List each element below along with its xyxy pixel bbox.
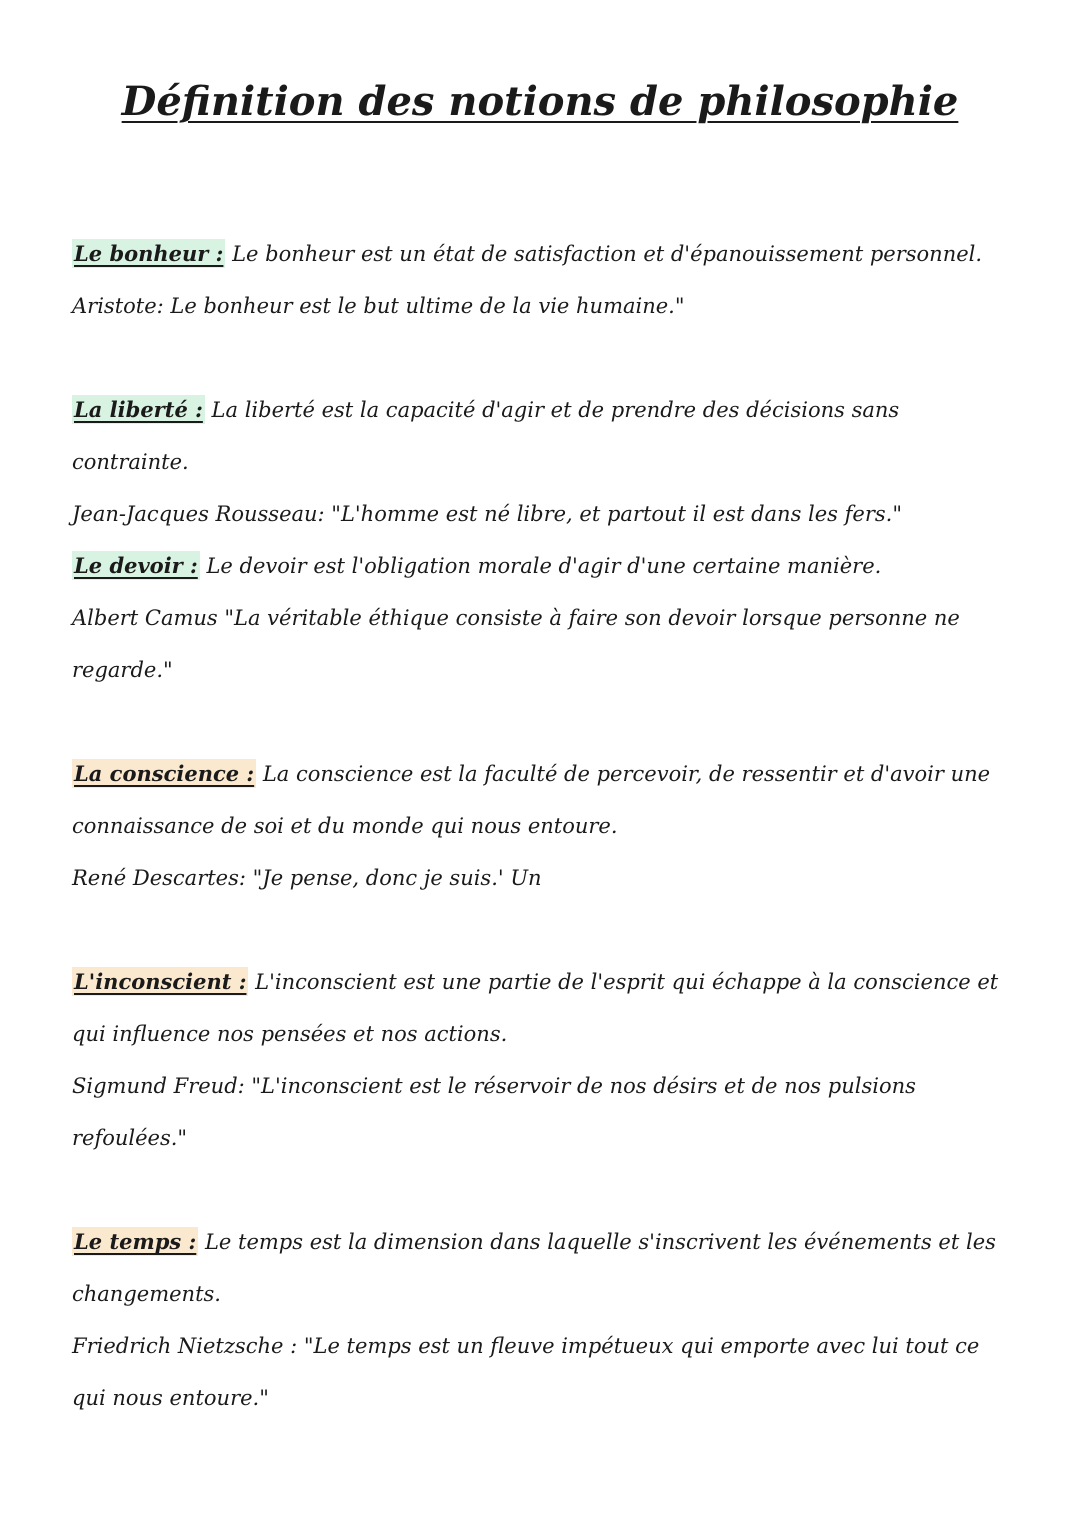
notion-definition-line [72, 228, 1012, 280]
notion-quote: Jean-Jacques Rousseau: "L'homme est né libre, et partout il est dans les fers." [72, 502, 902, 526]
notion-term: Le devoir : [74, 553, 198, 578]
notion-devoir [72, 540, 1012, 696]
notion-bonheur [72, 228, 1012, 332]
notion-term: La liberté : [74, 397, 203, 422]
notion-definition: Le devoir est l'obligation morale d'agir d'une certaine manière. [199, 554, 882, 578]
notion-quote: Friedrich Nietzsche : "Le temps est un fleuve impétueux qui emporte avec lui tout ce qui nous entoure." [72, 1334, 980, 1410]
notion-conscience [72, 748, 1012, 904]
notion-quote: Albert Camus "La véritable éthique consiste à faire son devoir lorsque personne ne regarde." [72, 606, 960, 682]
notion-temps [72, 1216, 1012, 1424]
notion-definition: L'inconscient est une partie de l'esprit qui échappe à la conscience et qui influence nos pensées et nos actions. [72, 970, 999, 1046]
notion-term: Le temps : [74, 1229, 197, 1254]
notion-definition: La conscience est la faculté de percevoir, de ressentir et d'avoir une connaissance de soi et du monde qui nous entoure. [72, 762, 991, 838]
notion-quote: Sigmund Freud: "L'inconscient est le réservoir de nos désirs et de nos pulsions refoulées." [72, 1074, 916, 1150]
notion-term: La conscience : [74, 761, 255, 786]
notion-definition-line [72, 540, 1012, 592]
notion-inconscient [72, 956, 1012, 1164]
notion-definition: Le bonheur est un état de satisfaction et d'épanouissement personnel. [225, 242, 983, 266]
notion-quote: Aristote: Le bonheur est le but ultime de la vie humaine." [72, 294, 685, 318]
notion-term: Le bonheur : [74, 241, 224, 266]
notion-definition: Le temps est la dimension dans laquelle s'inscrivent les événements et les changements. [72, 1230, 996, 1306]
notion-term: L'inconscient : [74, 969, 247, 994]
notion-definition-line [72, 748, 1012, 852]
page-title: Définition des notions de philosophie [121, 78, 959, 125]
notion-quote: René Descartes: "Je pense, donc je suis.' Un [72, 866, 542, 890]
notion-definition-line [72, 1216, 1012, 1320]
notion-liberte [72, 384, 1012, 540]
notion-definition: La liberté est la capacité d'agir et de prendre des décisions sans contrainte. [72, 398, 900, 474]
notion-definition-line [72, 384, 1012, 488]
notion-definition-line [72, 956, 1012, 1060]
